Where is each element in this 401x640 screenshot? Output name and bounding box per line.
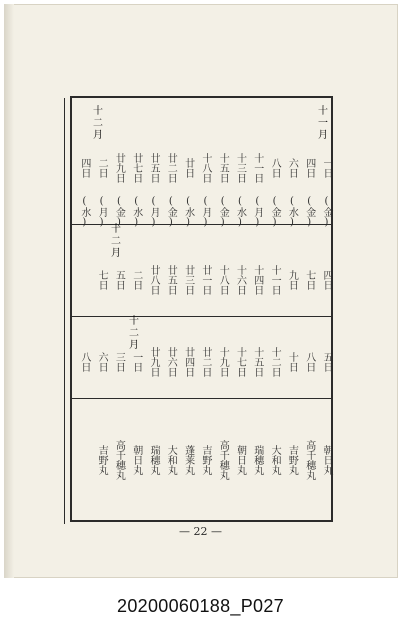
ship-name: 瑞穗丸 bbox=[148, 445, 159, 475]
section2-date: 十八日 bbox=[217, 265, 229, 295]
section2-date: 廿三日 bbox=[182, 265, 194, 295]
section1-weekday: (金) bbox=[217, 196, 229, 228]
section2-date: 九日 bbox=[286, 270, 298, 290]
section1-weekday: (金) bbox=[113, 196, 125, 228]
section1-weekday: (月) bbox=[148, 196, 159, 228]
ship-name: 高千穗丸 bbox=[113, 440, 125, 480]
ship-name: 大和丸 bbox=[269, 445, 281, 475]
section1-date: 四日 bbox=[78, 158, 90, 178]
ship-name: 瑞穗丸 bbox=[251, 445, 263, 475]
section1-date: 八日 bbox=[269, 158, 281, 178]
ship-name: 蓬莱丸 bbox=[182, 445, 194, 475]
section3-date: 十七日 bbox=[234, 347, 246, 377]
ship-name: 大和丸 bbox=[165, 445, 177, 475]
section1-weekday: (水) bbox=[234, 196, 246, 228]
section1-weekday: (水) bbox=[130, 196, 142, 228]
section-divider bbox=[72, 316, 331, 317]
section1-weekday: (月) bbox=[251, 196, 263, 228]
section1-date: 廿五日 bbox=[148, 153, 159, 183]
section3-date: 十九日 bbox=[217, 347, 229, 377]
section1-weekday: (月) bbox=[199, 196, 211, 228]
month-label-december: 十二月 bbox=[93, 106, 103, 141]
section3-date: 八日 bbox=[303, 352, 315, 372]
section3-date: 十二日 bbox=[269, 347, 281, 377]
section2-date: 廿八日 bbox=[148, 265, 159, 295]
section2-date: 二日 bbox=[130, 270, 142, 290]
month-label-december: 十二月 bbox=[111, 224, 121, 259]
section1-weekday: (水) bbox=[182, 196, 194, 228]
section1-date: 六日 bbox=[286, 158, 298, 178]
sailing-schedule-table bbox=[70, 96, 333, 522]
section-divider bbox=[72, 398, 331, 399]
table-left-rule bbox=[64, 98, 65, 524]
section3-date: 三日 bbox=[113, 352, 125, 372]
section1-date: 十三日 bbox=[234, 153, 246, 183]
ship-name: 吉野丸 bbox=[286, 445, 298, 475]
section1-date: 廿二日 bbox=[165, 153, 177, 183]
month-label-december: 十二月 bbox=[129, 316, 139, 351]
section3-date: 廿二日 bbox=[199, 347, 211, 377]
section2-date: 五日 bbox=[113, 270, 125, 290]
section1-date: 廿九日 bbox=[113, 153, 125, 183]
ship-name: 高千穗丸 bbox=[303, 440, 315, 480]
section1-date: 十八日 bbox=[199, 153, 211, 183]
section1-date: 廿七日 bbox=[130, 153, 142, 183]
section2-date: 廿一日 bbox=[199, 265, 211, 295]
section3-date: 十五日 bbox=[251, 347, 263, 377]
section3-date: 廿四日 bbox=[182, 347, 194, 377]
section1-weekday: (月) bbox=[96, 196, 108, 228]
section1-date: 十五日 bbox=[217, 153, 229, 183]
section1-weekday: (水) bbox=[286, 196, 298, 228]
section2-date: 十一日 bbox=[269, 265, 281, 295]
ship-name: 朝日丸 bbox=[234, 445, 246, 475]
section2-date: 廿五日 bbox=[165, 265, 177, 295]
section2-date: 四日 bbox=[321, 270, 332, 290]
section2-date: 十六日 bbox=[234, 265, 246, 295]
section3-date: 一日 bbox=[130, 352, 142, 372]
section1-date: 一日 bbox=[321, 158, 332, 178]
section3-date: 十日 bbox=[286, 352, 298, 372]
section1-date: 十一日 bbox=[251, 153, 263, 183]
ship-name: 朝日丸 bbox=[321, 445, 332, 475]
section3-date: 五日 bbox=[321, 352, 332, 372]
section1-date: 廿日 bbox=[182, 158, 194, 178]
section2-date: 十四日 bbox=[251, 265, 263, 295]
section1-weekday: (金) bbox=[321, 196, 332, 228]
ship-name: 朝日丸 bbox=[130, 445, 142, 475]
section1-weekday: (金) bbox=[165, 196, 177, 228]
ship-name: 高千穗丸 bbox=[217, 440, 229, 480]
section3-date: 八日 bbox=[78, 352, 90, 372]
section1-weekday: (金) bbox=[303, 196, 315, 228]
ship-name: 吉野丸 bbox=[96, 445, 108, 475]
section3-date: 廿六日 bbox=[165, 347, 177, 377]
image-caption: 20200060188_P027 bbox=[117, 596, 284, 616]
section3-date: 廿九日 bbox=[148, 347, 159, 377]
section1-date: 二日 bbox=[96, 158, 108, 178]
page-gutter-shadow bbox=[4, 4, 14, 578]
ship-name: 吉野丸 bbox=[199, 445, 211, 475]
month-label-november: 十一月 bbox=[318, 106, 328, 141]
section2-date: 七日 bbox=[303, 270, 315, 290]
page-number: — 22 — bbox=[179, 525, 222, 538]
section1-date: 四日 bbox=[303, 158, 315, 178]
section2-date: 七日 bbox=[96, 270, 108, 290]
section1-weekday: (水) bbox=[78, 196, 90, 228]
section3-date: 六日 bbox=[96, 352, 108, 372]
section1-weekday: (金) bbox=[269, 196, 281, 228]
